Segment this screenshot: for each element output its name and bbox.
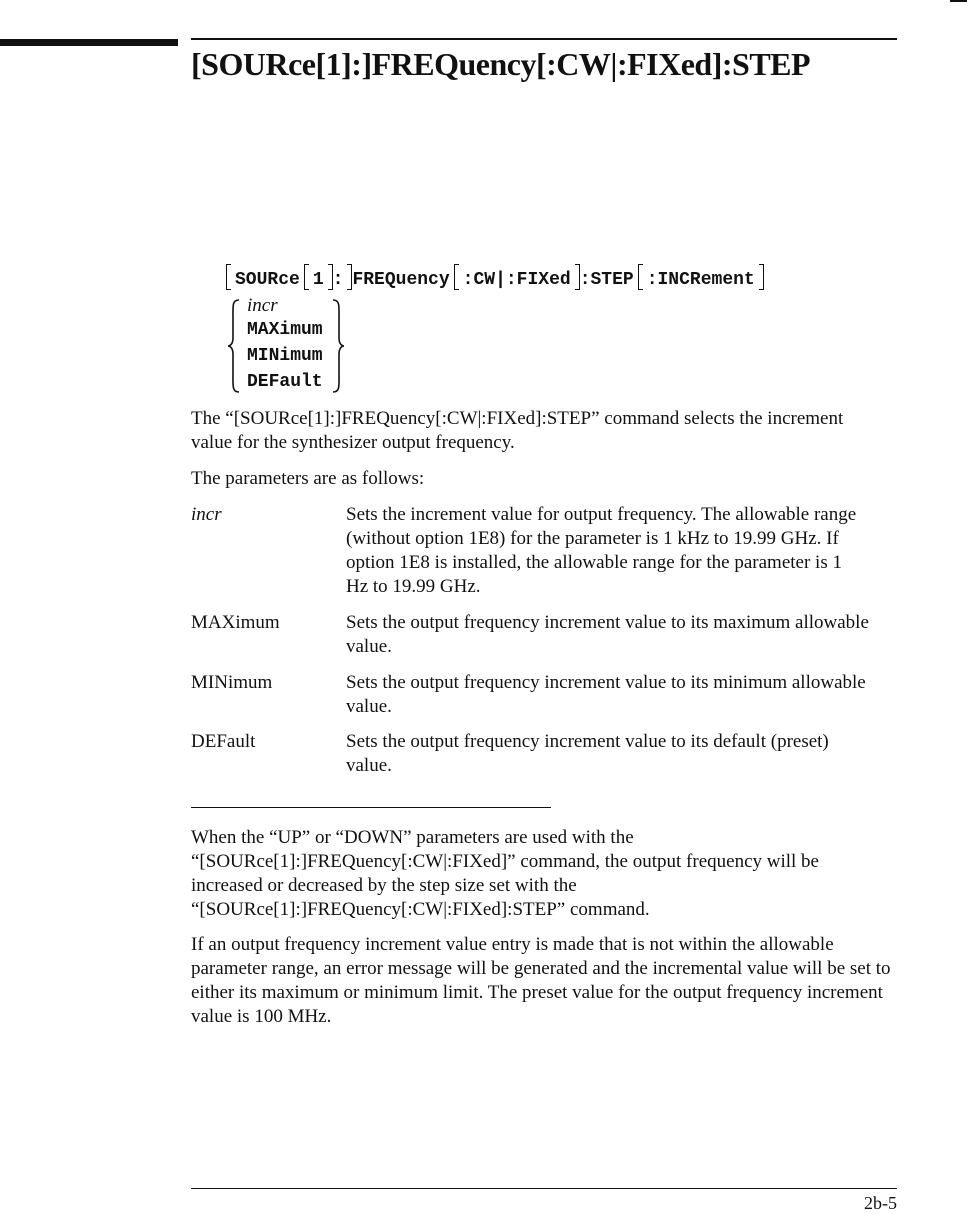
close-bracket xyxy=(347,264,352,290)
option-default: DEFault xyxy=(247,372,323,392)
note-divider xyxy=(191,807,551,808)
syntax-frequency: FREQuency xyxy=(352,269,450,290)
left-brace xyxy=(226,298,242,394)
syntax-line xyxy=(226,266,764,292)
syntax-increment: :INCRement xyxy=(646,269,755,290)
syntax-cw: :CW xyxy=(462,269,496,290)
open-bracket xyxy=(304,264,309,290)
param-text-maximum: Sets the output frequency increment value to its maximum allowable value. xyxy=(346,612,869,657)
syntax-colon: : xyxy=(332,269,344,290)
footer-rule xyxy=(191,1188,897,1189)
option-maximum: MAXimum xyxy=(247,320,323,340)
description-paragraph: The “[SOURce[1]:]FREQuency[:CW|:FIXed]:STEP” command selects the increment value for the synthesizer output frequency. xyxy=(191,408,844,453)
parameters-intro: The parameters are as follows: xyxy=(191,468,425,489)
header-rule xyxy=(191,38,897,40)
param-name-incr: incr xyxy=(191,504,222,525)
open-bracket xyxy=(226,264,231,290)
param-text-incr: Sets the increment value for output frequency. The allowable range (without option 1E8) for the parameter is 1 kHz to 19.99 GHz. If option 1E8 is installed, the allowable range for the parameter is 1 Hz to 19.99 GHz. xyxy=(346,504,857,597)
right-brace xyxy=(330,298,346,394)
param-name-minimum: MINimum xyxy=(191,672,273,693)
option-incr: incr xyxy=(247,295,278,316)
close-bracket xyxy=(759,264,764,290)
syntax-step: :STEP xyxy=(579,269,634,290)
close-bracket xyxy=(575,264,580,290)
syntax-fixed: :FIXed xyxy=(505,269,571,290)
param-text-minimum: Sets the output frequency increment value to its minimum allowable value. xyxy=(346,672,866,717)
syntax-one: 1 xyxy=(312,269,324,290)
corner-rule xyxy=(950,0,967,2)
section-bar xyxy=(0,39,178,46)
close-bracket xyxy=(328,264,333,290)
param-text-default: Sets the output frequency increment value to its default (preset) value. xyxy=(346,731,829,776)
open-bracket xyxy=(454,264,459,290)
page-number: 2b-5 xyxy=(864,1193,897,1213)
option-minimum: MINimum xyxy=(247,346,323,366)
note-paragraph-2: If an output frequency increment value entry is made that is not within the allowable parameter range, an error message will be generated and the incremental value will be set to either its maximum or minimum limit. The preset value for the output frequency increment value is 100 MHz. xyxy=(191,934,891,1027)
note-paragraph-1: When the “UP” or “DOWN” parameters are used with the “[SOURce[1]:]FREQuency[:CW|:FIXed]” command, the output frequency will be increased or decreased by the step size set with the “[SOURce[1]:]FREQuency[:CW|:FIXed]:STEP” command. xyxy=(191,827,819,920)
syntax-pipe: | xyxy=(495,269,506,290)
param-name-default: DEFault xyxy=(191,731,256,752)
syntax-source: SOURce xyxy=(235,269,300,290)
param-name-maximum: MAXimum xyxy=(191,612,280,633)
page-title: [SOURce[1]:]FREQuency[:CW|:FIXed]:STEP xyxy=(191,46,811,82)
open-bracket xyxy=(638,264,643,290)
